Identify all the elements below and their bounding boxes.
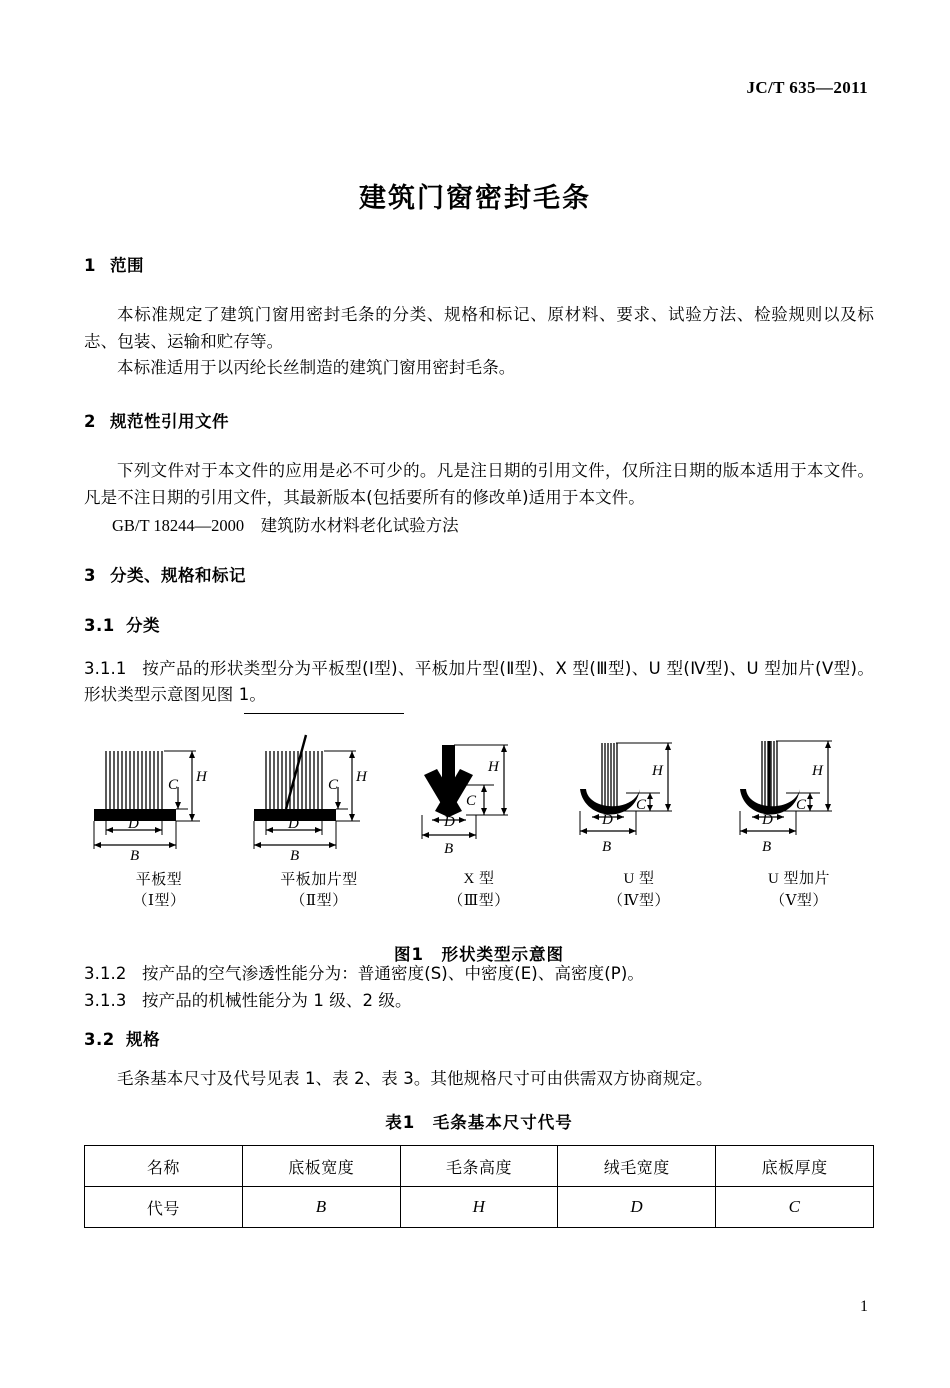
section-2-paragraph-1: 下列文件对于本文件的应用是必不可少的。凡是注日期的引用文件，仅所注日期的版本适用于本文件。凡是不注日期的引用文件，其最新版本(包括要所有的修改单)适用于本文件。 — [84, 461, 874, 507]
clause-3-1-1-number: 3.1.1 — [84, 658, 127, 678]
page-number: 1 — [860, 1298, 868, 1315]
figure-caption-flat-fin — [244, 869, 394, 913]
reference-title: 建筑防水材料老化试验方法 — [260, 515, 459, 535]
clause-3-1-2-text: 按产品的空气渗透性能分为：普通密度(S)、中密度(E)、高密度(P)。 — [142, 964, 644, 984]
section-3-2-title: 规格 — [126, 1030, 160, 1050]
clause-3-1-2 — [84, 961, 874, 988]
section-3-1-title: 分类 — [126, 615, 160, 635]
section-1-number: 1 — [84, 256, 96, 275]
clause-3-1-2-number: 3.1.2 — [84, 964, 127, 984]
fin-line — [286, 735, 306, 809]
dim-label-D: D — [602, 812, 613, 829]
clause-3-1-3-text: 按产品的机械性能分为 1 级、2 级。 — [142, 990, 412, 1010]
dim-label-C: C — [168, 777, 179, 794]
dim-label-D: D — [128, 816, 139, 833]
figure-1-title: 图1 形状类型示意图 — [394, 945, 564, 965]
figure-caption-flat-name: 平板型 — [135, 870, 183, 889]
table-row — [85, 1187, 874, 1228]
table-cell-name-base-width: 底板宽度 — [242, 1146, 400, 1187]
section-3-1-heading — [84, 612, 874, 636]
svg-u-fin-type — [724, 727, 874, 862]
section-3-1-number: 3.1 — [84, 615, 115, 635]
dim-label-C: C — [328, 777, 339, 794]
dim-label-H: H — [812, 763, 823, 780]
section-3-number: 3 — [84, 565, 96, 585]
normative-reference-entry — [84, 512, 874, 536]
document-body — [84, 252, 874, 1228]
svg-flat-type — [84, 727, 234, 862]
figure-caption-u-type: （Ⅳ型） — [608, 892, 670, 909]
table-cell-code-pile-width: D — [558, 1187, 716, 1228]
figure-caption-u — [564, 869, 714, 913]
section-3-2-paragraph-1: 毛条基本尺寸及代号见表 1、表 2、表 3。其他规格尺寸可由供需双方协商规定。 — [117, 1069, 713, 1089]
dim-label-B: B — [444, 841, 454, 858]
section-2-number: 2 — [84, 412, 96, 432]
dim-label-B: B — [130, 848, 140, 863]
section-3-2-number: 3.2 — [84, 1030, 115, 1050]
page-title: 建筑门窗密封毛条 — [359, 183, 591, 214]
table-cell-code-pile-height: H — [400, 1187, 558, 1228]
figure-item-flat-fin — [244, 727, 394, 945]
figure-caption-u-fin-type: （Ⅴ型） — [770, 892, 828, 909]
dim-label-B: B — [762, 839, 772, 856]
dim-label-D: D — [762, 812, 773, 829]
table-cell-row-label: 名称 — [85, 1146, 243, 1187]
table-row — [85, 1146, 874, 1187]
dim-label-B: B — [290, 848, 300, 863]
dim-label-B: B — [602, 839, 612, 856]
figure-caption-flat-fin-type: （Ⅱ型） — [290, 892, 348, 909]
svg-x-type — [404, 727, 554, 862]
table-cell-name-pile-height: 毛条高度 — [400, 1146, 558, 1187]
shape-drawing-flat — [84, 727, 234, 862]
shape-drawing-u — [564, 727, 714, 862]
section-2-title: 规范性引用文件 — [110, 412, 229, 432]
reference-code: GB/T 18244—2000 — [112, 515, 245, 535]
figure-caption-flat — [84, 869, 234, 913]
section-1-paragraph-1: 本标准规定了建筑门窗用密封毛条的分类、规格和标记、原材料、要求、试验方法、检验规则以及标志、包装、运输和贮存等。 — [84, 305, 874, 351]
shape-drawing-u-fin — [724, 727, 874, 862]
section-3-title: 分类、规格和标记 — [110, 565, 246, 585]
figure-caption-x-type: （Ⅲ型） — [448, 892, 510, 909]
dim-label-H: H — [196, 769, 207, 786]
table-cell-code-base-thickness: C — [716, 1187, 874, 1228]
figure-caption-x — [404, 869, 554, 913]
clause-3-1-3-number: 3.1.3 — [84, 990, 127, 1010]
section-2-heading — [84, 408, 874, 432]
table-cell-name-base-thickness: 底板厚度 — [716, 1146, 874, 1187]
svg-flat-fin-type — [244, 727, 394, 862]
svg-u-type — [564, 727, 714, 862]
dim-label-C: C — [796, 797, 807, 814]
dim-label-H: H — [652, 763, 663, 780]
figure-1-shapes-row — [84, 727, 874, 945]
figure-1 — [84, 713, 874, 965]
section-1-paragraph-2: 本标准适用于以丙纶长丝制造的建筑门窗用密封毛条。 — [117, 358, 516, 378]
dim-label-D: D — [444, 814, 455, 831]
standard-code-header: JC/T 635—2011 — [746, 78, 868, 97]
figure-caption-flat-fin-name: 平板加片型 — [280, 870, 358, 889]
dim-label-C: C — [466, 793, 477, 810]
dim-label-H: H — [356, 769, 367, 786]
clause-3-1-3 — [84, 988, 874, 1015]
dim-label-C: C — [636, 797, 647, 814]
figure-item-u-fin — [724, 727, 874, 945]
figure-item-flat — [84, 727, 234, 945]
section-1-heading — [84, 252, 874, 276]
dim-label-D: D — [288, 816, 299, 833]
dim-label-H: H — [488, 759, 499, 776]
figure-item-x — [404, 727, 554, 945]
section-3-heading — [84, 562, 874, 586]
clause-3-1-1 — [84, 656, 874, 709]
figure-caption-u-name: U 型 — [623, 871, 655, 888]
table-1-title: 表1 毛条基本尺寸代号 — [385, 1113, 573, 1133]
figure-caption-flat-type: （Ⅰ型） — [132, 892, 186, 909]
table-cell-row-label: 代号 — [85, 1187, 243, 1228]
shape-drawing-x — [404, 727, 554, 862]
section-3-2-heading — [84, 1026, 874, 1050]
shape-drawing-flat-fin — [244, 727, 394, 862]
figure-caption-u-fin-name: U 型加片 — [767, 871, 831, 888]
figure-item-u — [564, 727, 714, 945]
figure-caption-x-name: X 型 — [463, 871, 495, 888]
table-1 — [84, 1145, 874, 1228]
clause-3-1-1-text: 按产品的形状类型分为平板型(Ⅰ型)、平板加片型(Ⅱ型)、X 型(Ⅲ型)、U 型(Ⅳ型)、U 型加片(Ⅴ型)。形状类型示意图见图 1。 — [84, 658, 874, 705]
table-cell-name-pile-width: 绒毛宽度 — [558, 1146, 716, 1187]
section-1-title: 范围 — [110, 256, 144, 275]
figure-caption-u-fin — [724, 869, 874, 913]
figure-divider-rule — [244, 713, 404, 714]
table-cell-code-base-width: B — [242, 1187, 400, 1228]
